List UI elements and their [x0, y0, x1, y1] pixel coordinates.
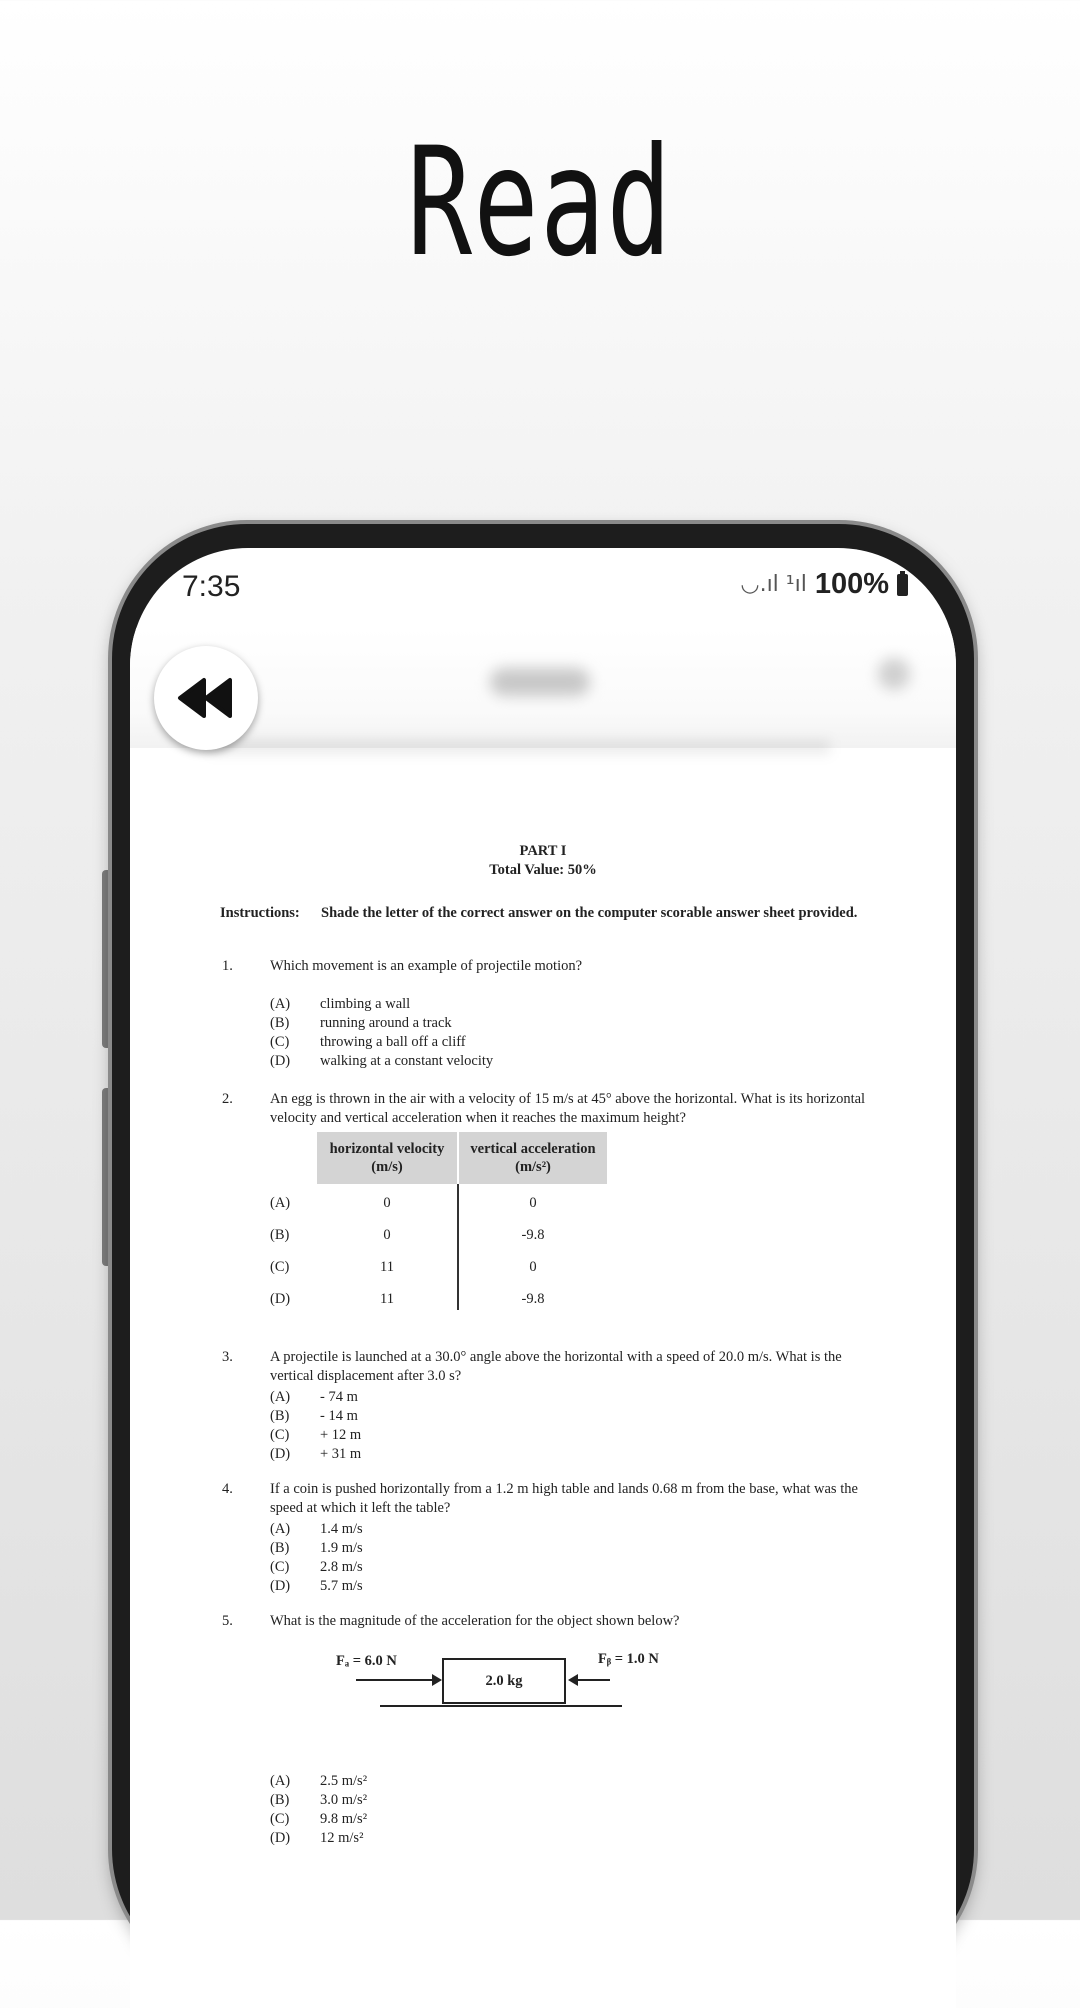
q4-option-a: (A) 1.4 m/s: [270, 1521, 363, 1537]
ground-line: [380, 1705, 622, 1707]
force-b-arrow: [576, 1679, 610, 1681]
question-3-number: 3.: [222, 1349, 233, 1365]
q2-col-vertical-header: vertical acceleration (m/s²): [459, 1132, 607, 1184]
part-title: PART I: [519, 843, 567, 859]
q2-row-d-v: -9.8: [521, 1291, 545, 1307]
header-title-blurred: [490, 668, 590, 696]
q4-option-c: (C) 2.8 m/s: [270, 1559, 363, 1575]
instructions-label: Instructions:: [220, 905, 300, 921]
q1-option-b: (B) running around a track: [270, 1015, 452, 1031]
total-value: Total Value: 50%: [489, 862, 597, 878]
q2-row-a-v: 0: [529, 1195, 537, 1211]
question-5-number: 5.: [222, 1613, 233, 1629]
hero-title: Read: [407, 116, 673, 290]
question-3-text: A projectile is launched at a 30.0° angle above the horizontal with a speed of 20.0 m/s. What is the vertical displacement after 3.0 s?: [270, 1349, 842, 1384]
q1-option-d: (D) walking at a constant velocity: [270, 1053, 494, 1069]
rewind-button[interactable]: [154, 646, 258, 750]
question-1-text: Which movement is an example of projectile motion?: [270, 958, 583, 974]
question-2-number: 2.: [222, 1091, 233, 1107]
question-1-number: 1.: [222, 958, 233, 974]
question-4-number: 4.: [222, 1481, 233, 1497]
question-2-text: An egg is thrown in the air with a velocity of 15 m/s at 45° above the horizontal. What is its horizontal velocity and vertical acceleration when it reaches the maximum height?: [270, 1091, 866, 1126]
q4-option-b: (B) 1.9 m/s: [270, 1540, 363, 1556]
q2-row-a-h: 0: [383, 1195, 391, 1211]
phone-side-button-lower: [102, 1088, 112, 1266]
q4-option-d: (D) 5.7 m/s: [270, 1578, 363, 1594]
q5-option-c: (C) 9.8 m/s²: [270, 1811, 368, 1827]
signal-icon: ◡.ıl ¹ıl: [740, 572, 807, 597]
phone-side-button-upper: [102, 870, 112, 1048]
q2-row-b-h: 0: [383, 1227, 391, 1243]
q5-option-d: (D) 12 m/s²: [270, 1830, 364, 1846]
q3-option-a: (A) - 74 m: [270, 1389, 358, 1405]
q2-row-d-label: (D): [270, 1291, 291, 1307]
instructions-text: Shade the letter of the correct answer on the computer scorable answer sheet provided.: [321, 905, 858, 921]
force-a-label: Fₐ = 6.0 N: [336, 1653, 397, 1669]
q3-option-c: (C) + 12 m: [270, 1427, 362, 1443]
q2-row-b-label: (B): [270, 1227, 290, 1243]
mass-box: 2.0 kg: [442, 1658, 566, 1704]
q2-row-c-h: 11: [380, 1259, 394, 1275]
phone-screen: [130, 548, 956, 2008]
q5-option-a: (A) 2.5 m/s²: [270, 1773, 368, 1789]
q2-row-c-v: 0: [529, 1259, 537, 1275]
q1-option-a: (A) climbing a wall: [270, 996, 411, 1012]
question-5-text: What is the magnitude of the acceleration for the object shown below?: [270, 1613, 680, 1629]
q5-option-b: (B) 3.0 m/s²: [270, 1792, 368, 1808]
q2-row-d-h: 11: [380, 1291, 394, 1307]
header-menu-icon-blurred[interactable]: [878, 658, 910, 690]
q2-row-c-label: (C): [270, 1259, 290, 1275]
q2-answer-table: [270, 1132, 690, 1310]
battery-icon: [897, 574, 908, 596]
status-icons: [740, 568, 908, 601]
q2-col-horizontal-header: horizontal velocity (m/s): [317, 1132, 457, 1184]
force-a-arrowhead: [432, 1674, 442, 1686]
force-diagram: [130, 1638, 956, 1718]
q2-row-b-v: -9.8: [521, 1227, 545, 1243]
force-a-arrow: [356, 1679, 436, 1681]
rewind-icon: [176, 676, 236, 720]
force-b-label: Fᵦ = 1.0 N: [598, 1651, 659, 1667]
q1-option-c: (C) throwing a ball off a cliff: [270, 1034, 466, 1050]
battery-percent: 100%: [814, 568, 889, 600]
document-page[interactable]: [130, 748, 956, 2008]
status-bar: [130, 548, 956, 628]
phone-frame: [112, 524, 974, 1984]
status-time: 7:35: [182, 570, 241, 603]
question-4-text: If a coin is pushed horizontally from a 1.2 m high table and lands 0.68 m from the base, what was the speed at which it left the table?: [270, 1481, 858, 1516]
q2-row-a-label: (A): [270, 1195, 291, 1211]
q3-option-b: (B) - 14 m: [270, 1408, 358, 1424]
q3-option-d: (D) + 31 m: [270, 1446, 362, 1462]
